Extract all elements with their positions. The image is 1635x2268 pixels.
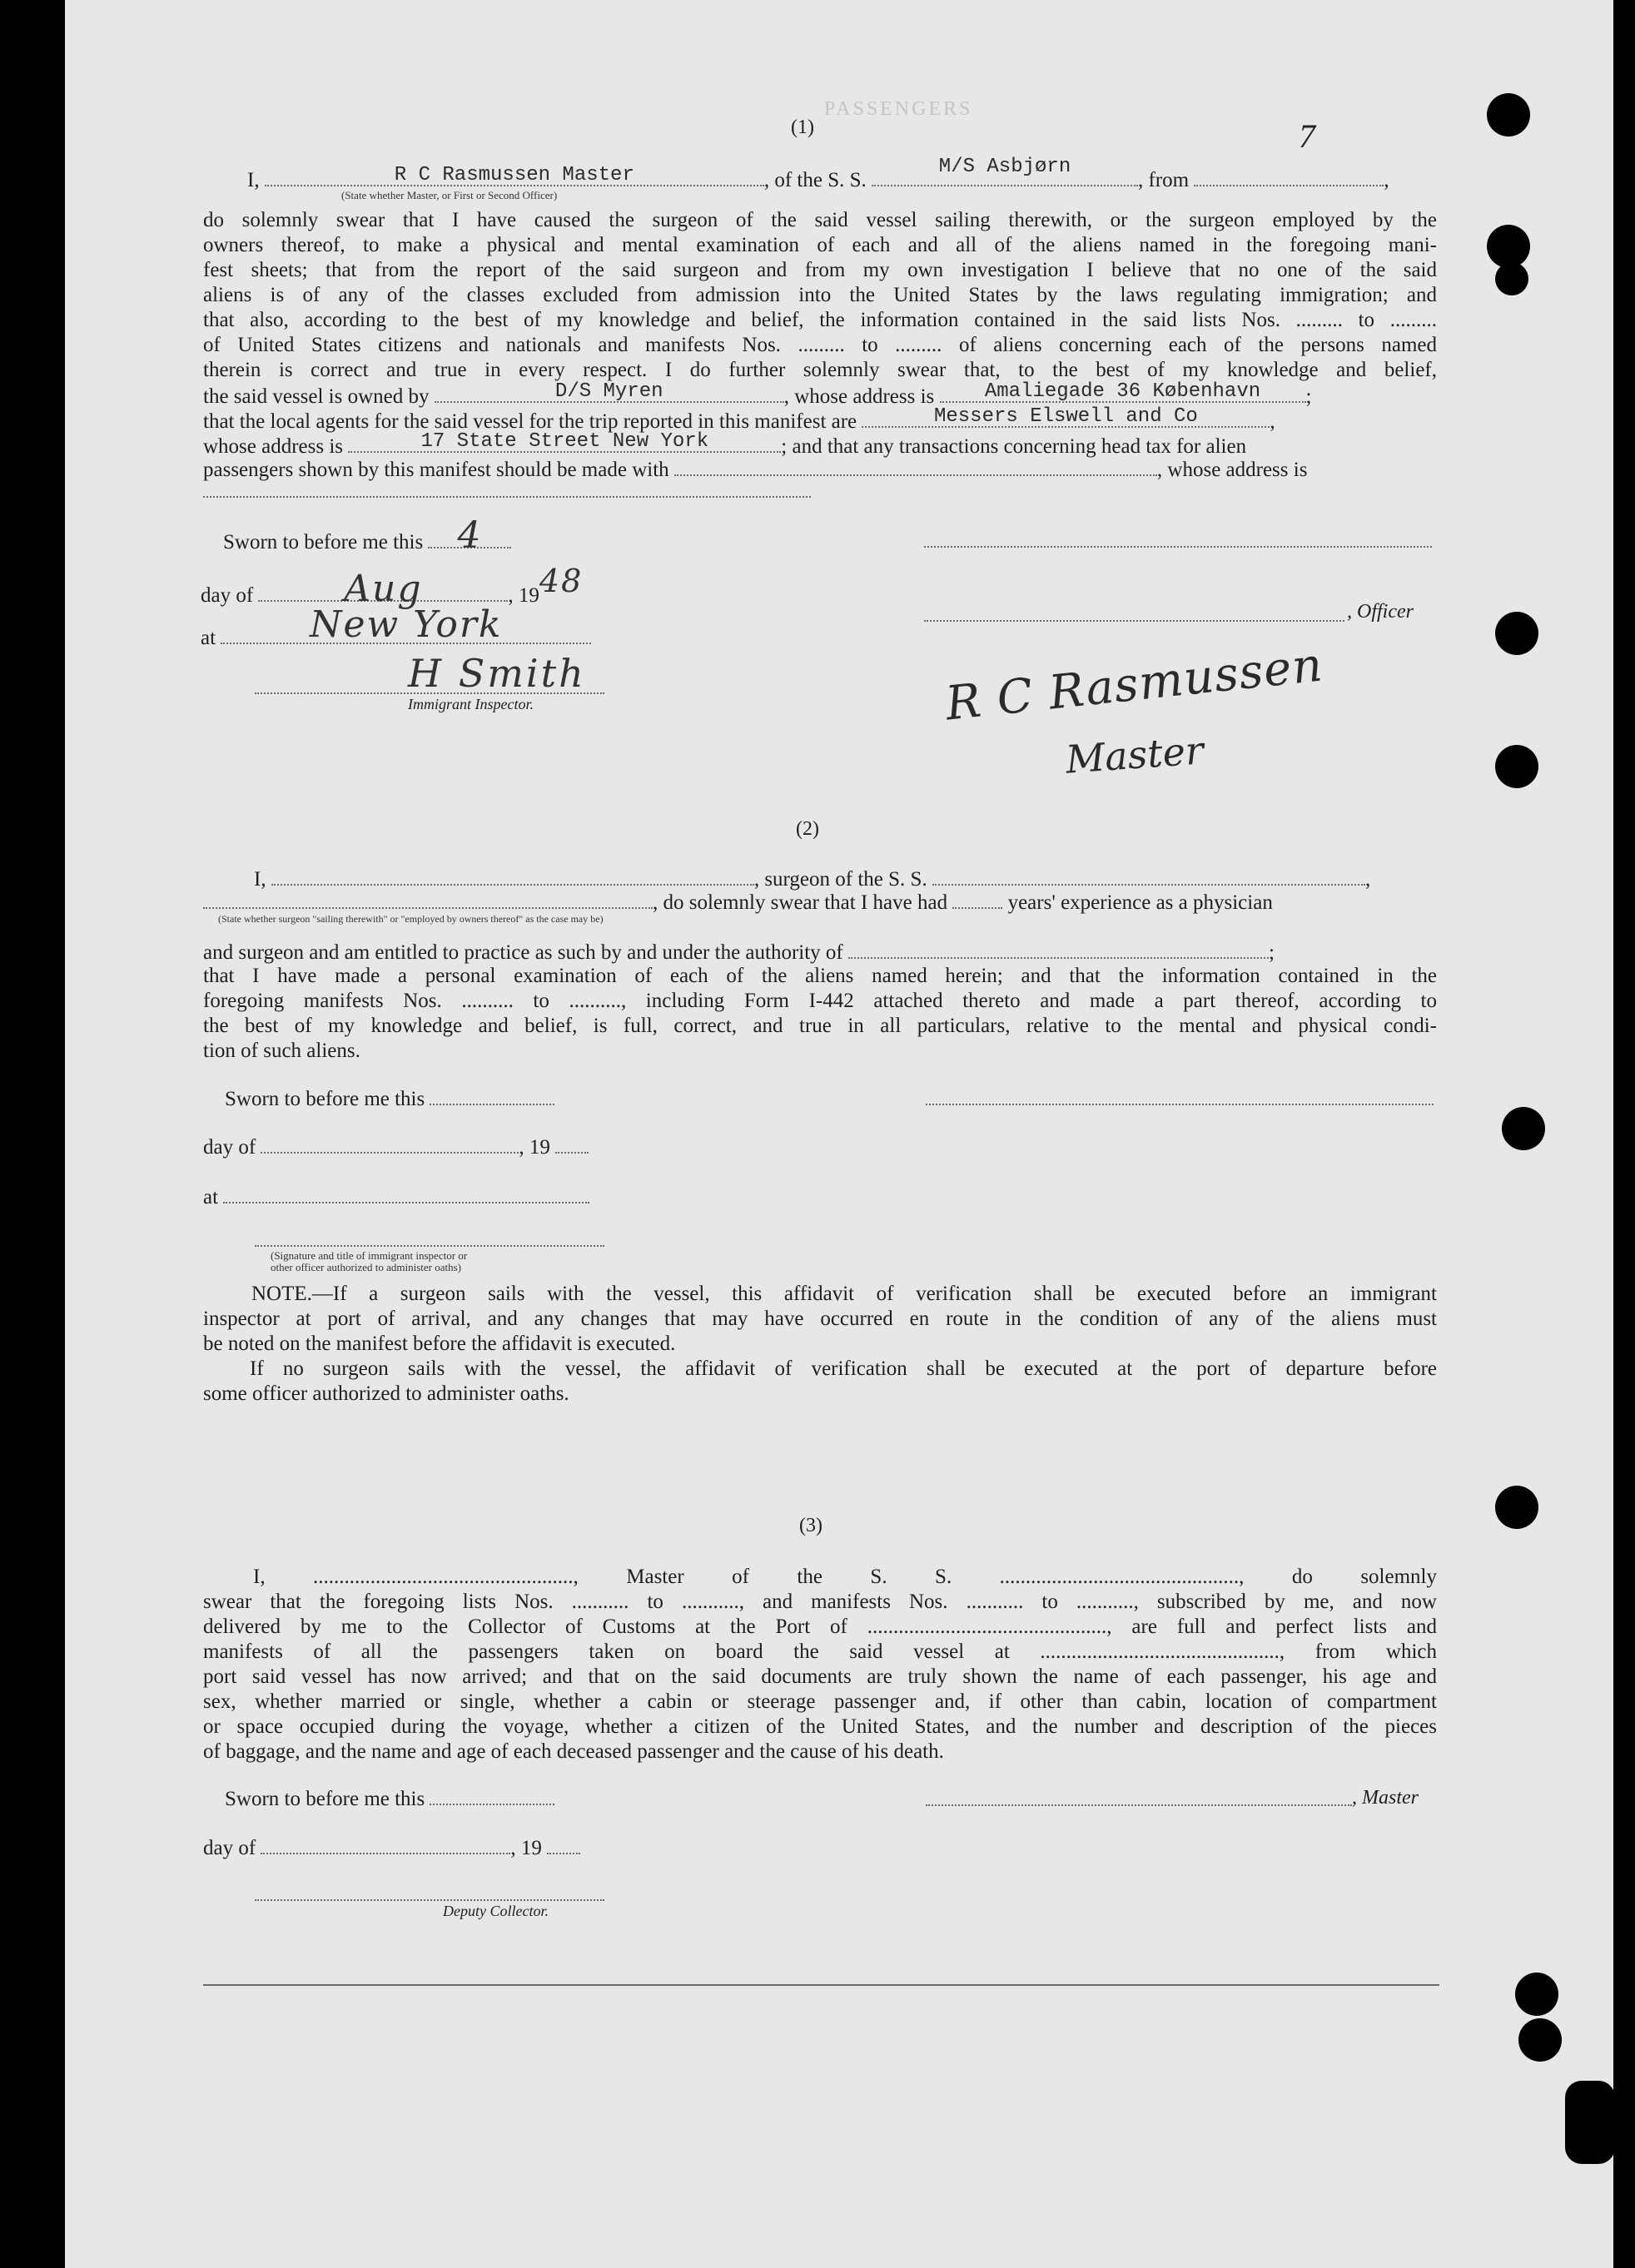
collector-label: Deputy Collector.	[443, 1903, 549, 1919]
note-line: If no surgeon sails with the vessel, the affidavit of verification shall be executed at the port of departure before	[250, 1357, 1437, 1380]
s1-line: that also, according to the best of my knowledge and belief, the information contained in the said lists Nos. ......... to .........	[203, 309, 1437, 331]
s3-day-of	[203, 1834, 580, 1861]
punch-hole	[1487, 225, 1530, 268]
s3-line: I, .................................................., Master of the S. S. .............................................., do solemnly	[253, 1566, 1437, 1588]
punch-hole	[1495, 262, 1528, 295]
s3-line: or space occupied during the voyage, whether a citizen of the United States, and the number and description of the pieces	[203, 1715, 1437, 1738]
master-name: R C Rasmussen Master	[394, 164, 634, 186]
bottom-rule	[203, 1984, 1439, 1986]
sworn-day-field	[428, 514, 511, 557]
s2-body	[203, 964, 1437, 1064]
s1-line-agents: that the local agents for the said vessel for the trip reported in this manifest are Messers Elswell and Co ,	[203, 405, 1275, 433]
sworn-label: Sworn to before me this	[225, 1788, 425, 1810]
inspector-line	[255, 1245, 604, 1247]
faint-header: PASSENGERS	[824, 98, 973, 120]
officer-label: , Officer	[1347, 601, 1414, 623]
month-field	[261, 1134, 519, 1154]
owned-by-label: the said vessel is owned by	[203, 385, 430, 408]
officer-line	[924, 620, 1344, 622]
place: New York	[309, 603, 503, 646]
surgeon-type-field	[203, 889, 653, 909]
agents-address: 17 State Street New York	[420, 430, 709, 453]
s3-body	[203, 1565, 1437, 1764]
sworn-day-field	[430, 1085, 554, 1105]
s2-line: the best of my knowledge and belief, is full, correct, and true in all particulars, relative to the mental and physical condi-	[203, 1015, 1437, 1037]
section-1-number: (1)	[791, 117, 814, 138]
punch-hole	[1495, 745, 1538, 788]
s3-sworn	[225, 1785, 554, 1812]
month: Aug	[344, 568, 423, 610]
s3-line: sex, whether married or single, whether a cabin or steerage passenger and, if other than cabin, location of compartment	[203, 1690, 1437, 1713]
s2-line: that I have made a personal examination of each of the aliens named herein; and that the information contained in the	[203, 965, 1437, 987]
s1-sworn	[223, 514, 511, 557]
s1-at	[201, 603, 591, 651]
note-line: NOTE.—If a surgeon sails with the vessel, this affidavit of verification shall be executed before an immigrant	[251, 1283, 1437, 1305]
day-of-label: day of	[201, 584, 254, 607]
owner-name: D/S Myren	[554, 380, 663, 403]
day-of-label: day of	[203, 1837, 256, 1859]
at-label: at	[201, 627, 216, 649]
section-3-number: (3)	[799, 1515, 822, 1536]
from-field	[1194, 166, 1384, 186]
s3-line: port said vessel has now arrived; and that on the said documents are truly shown the name of each passenger, his age and	[203, 1665, 1437, 1688]
s2-day-of	[203, 1134, 589, 1160]
of-ss-label: , of the S. S.	[763, 169, 867, 191]
vessel-name: M/S Asbjørn	[938, 156, 1071, 178]
officer-signature-line	[924, 546, 1432, 548]
inspector-signature: H Smith	[408, 651, 586, 696]
vessel-field	[872, 156, 1138, 186]
s2-line-authority: and surgeon and am entitled to practice as such by and under the authority of ;	[203, 939, 1275, 965]
place-field	[223, 1184, 589, 1203]
state-note: (State whether Master, or First or Second Officer)	[341, 189, 558, 201]
authority-label: and surgeon and am entitled to practice as such by and under the authority of	[203, 941, 843, 964]
officer-title: Master	[1064, 727, 1205, 782]
sworn-label: Sworn to before me this	[223, 531, 424, 553]
s1-line: therein is correct and true in every respect. I do further solemnly swear that, to the best of my knowledge and belief,	[203, 359, 1437, 381]
i-label: I,	[254, 868, 266, 891]
s2-line-swear	[203, 889, 1273, 916]
month-field	[258, 568, 508, 610]
section-2-number: (2)	[796, 818, 819, 840]
year: 48	[539, 563, 584, 599]
place-field	[221, 603, 591, 646]
punch-hole	[1565, 2081, 1615, 2164]
authority-field	[848, 939, 1269, 959]
punch-hole	[1518, 2018, 1562, 2062]
sig-note-1: (Signature and title of immigrant inspector or	[271, 1249, 468, 1262]
page-mark: 7	[1299, 117, 1315, 155]
at-label: at	[203, 1186, 219, 1208]
year-prefix: , 19	[510, 1837, 542, 1859]
note-block	[203, 1282, 1437, 1407]
master-label: , Master	[1352, 1787, 1419, 1809]
agents-address-label: whose address is	[203, 435, 344, 458]
master-signature-line	[926, 1804, 1352, 1806]
s3-line: swear that the foregoing lists Nos. ........... to ..........., and manifests Nos. ........... to ..........., subscribed by me, and now	[203, 1591, 1437, 1613]
surgeon-of-label: , surgeon of the S. S.	[753, 868, 927, 891]
s2-line: tion of such aliens.	[203, 1040, 360, 1062]
address-line	[203, 496, 811, 498]
s1-line: fest sheets; that from the report of the said surgeon and from my own investigation I believe that no one of the said	[203, 259, 1437, 281]
note-line: inspector at port of arrival, and any changes that may have occurred en route in the condition of any of the aliens must	[203, 1308, 1437, 1330]
sworn-label: Sworn to before me this	[225, 1088, 425, 1110]
owner-address-field	[940, 380, 1306, 403]
owner-field	[435, 380, 784, 403]
master-name-field	[265, 166, 764, 186]
s1-line-passengers	[203, 456, 1307, 483]
punch-hole	[1495, 1486, 1538, 1529]
s1-line: do solemnly swear that I have caused the surgeon of the said vessel sailing therewith, or the surgeon employed by the	[203, 209, 1437, 231]
passengers-label: passengers shown by this manifest should be made with	[203, 459, 669, 481]
note-line: some officer authorized to administer oaths.	[203, 1382, 569, 1405]
s3-line: of baggage, and the name and age of each deceased passenger and the cause of his death.	[203, 1740, 944, 1763]
year-prefix: , 19	[519, 1136, 550, 1159]
whose-address-label: , whose address is	[1156, 459, 1308, 481]
s3-line: delivered by me to the Collector of Customs at the Port of .............................................., are full and perfect lists and	[203, 1615, 1437, 1638]
day-of-label: day of	[203, 1136, 256, 1159]
agents-label: that the local agents for the said vessel for the trip reported in this manifest are	[203, 410, 857, 433]
year-field	[555, 1134, 589, 1154]
s1-line: of United States citizens and nationals and manifests Nos. ......... to ......... of aliens concerning each of the persons named	[203, 334, 1437, 356]
owner-address-label: , whose address is	[783, 385, 935, 408]
swear-label: , do solemnly swear that I have had	[653, 891, 948, 914]
punch-hole	[1487, 93, 1530, 136]
officer-signature: R C Rasmussen	[942, 638, 1326, 732]
sworn-day: 4	[457, 514, 483, 557]
punch-hole	[1502, 1107, 1545, 1150]
s1-line-owner: the said vessel is owned by D/S Myren , whose address is Amaliegade 36 København ;	[203, 380, 1312, 408]
punch-hole	[1515, 1973, 1558, 2016]
s2-sworn	[225, 1085, 554, 1112]
years-field	[952, 889, 1002, 909]
s1-line: aliens is of any of the classes excluded from admission into the United States by the laws regulating immigration; and	[203, 284, 1437, 306]
transactions-field	[674, 456, 1157, 476]
surgeon-signature-line	[926, 1104, 1434, 1105]
from-label: , from	[1138, 169, 1190, 191]
year-prefix: , 19	[508, 584, 539, 607]
agents-name: Messers Elswell and Co	[933, 405, 1198, 428]
agents-address-field	[348, 430, 781, 453]
surgeon-state-note: (State whether surgeon "sailing therewith" or "employed by owners thereof" as the case may be)	[218, 913, 604, 925]
s2-line-surgeon: I, , surgeon of the S. S. ,	[254, 866, 1370, 892]
note-line: be noted on the manifest before the affidavit is executed.	[203, 1333, 676, 1355]
sworn-day-field	[430, 1785, 554, 1805]
year-field	[547, 1834, 580, 1854]
s1-line-master: I, R C Rasmussen Master , of the S. S. M/S Asbjørn , from ,	[247, 156, 1389, 191]
head-tax-text: ; and that any transactions concerning head tax for alien	[781, 435, 1247, 458]
month-field	[261, 1834, 510, 1854]
s1-body	[203, 208, 1437, 383]
surgeon-name-field	[271, 866, 754, 886]
inspector-label: Immigrant Inspector.	[408, 696, 534, 712]
s1-line: owners thereof, to make a physical and mental examination of each and all of the aliens named in the foregoing mani-	[203, 234, 1437, 256]
collector-line	[255, 1899, 604, 1901]
sig-note-2: other officer authorized to administer oaths)	[271, 1261, 461, 1273]
punch-hole	[1495, 612, 1538, 655]
s2-line: foregoing manifests Nos. .......... to .........., including Form I-442 attached thereto and made a part thereof, according to	[203, 990, 1437, 1012]
s2-at	[203, 1184, 589, 1210]
owner-address: Amaliegade 36 København	[984, 380, 1261, 403]
surgeon-vessel-field	[932, 866, 1365, 886]
years-label: years' experience as a physician	[1007, 891, 1273, 914]
s3-line: manifests of all the passengers taken on board the said vessel at .............................................., from which	[203, 1640, 1437, 1663]
i-label: I,	[247, 169, 260, 191]
agents-field	[862, 405, 1270, 428]
inspector-line	[255, 692, 604, 694]
